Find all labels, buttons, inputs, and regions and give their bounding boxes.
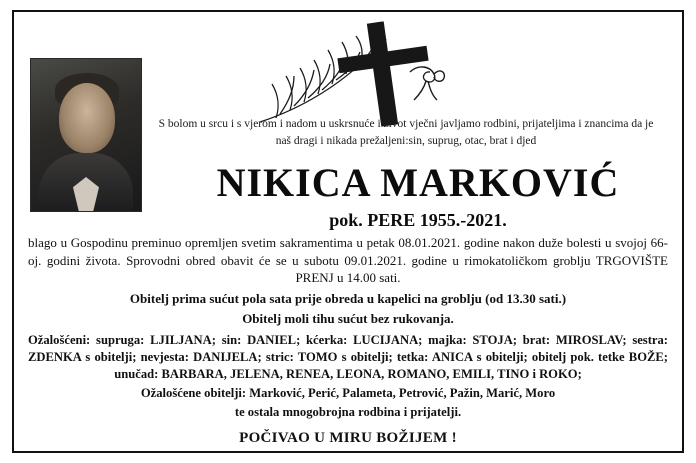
portrait-face <box>59 83 115 153</box>
mourners-line-3: te ostala mnogobrojna rodbina i prijatelji. <box>234 405 462 420</box>
deceased-name: NIKICA MARKOVIĆ <box>216 160 620 205</box>
ribbon-icon <box>404 62 448 102</box>
deceased-subname: pok. PERE 1955.-2021. <box>329 210 507 230</box>
main-paragraph: blago u Gospodinu preminuo opremljen svetim sakramentima u petak 08.01.2021. godine nakon duže bolesti u svojoj 66-oj. godini života. Sprovodni obred obavit će se u subotu 09.01.2021. godine u rimokatoličkom groblju TRGOVIŠTE PRENJ u 14.00 sati. <box>28 235 668 286</box>
name-block <box>14 162 682 231</box>
closing-line: POČIVAO U MIRU BOŽIJEM ! <box>239 430 457 447</box>
mourners-block <box>28 332 668 422</box>
lead-text: S bolom u srcu i s vjerom i nadom u uskrsnuće i život vječni javljamo rodbini, prijateljima i znancima da je naš dragi i nikada prežaljeni:sin, suprug, otac, brat i djed <box>158 118 654 147</box>
condolences-line: Obitelj prima sućut pola sata prije obreda u kapelici na groblju (od 13.30 sati.) <box>129 290 567 306</box>
quiet-condolences-line: Obitelj moli tihu sućut bez rukovanja. <box>242 311 454 327</box>
cross-vertical-beam <box>367 21 398 126</box>
lead-text-block <box>150 116 662 153</box>
body-block <box>28 234 668 447</box>
mourners-line-2: Ožalošćene obitelji: Marković, Perić, Palameta, Petrović, Pažin, Marić, Moro <box>140 386 556 401</box>
mourners-line-1: Ožalošćeni: supruga: LJILJANA; sin: DANIEL; kćerka: LUCIJANA; majka: STOJA; brat: MIROSLAV; sestra: ZDENKA s obitelji; nevjesta: DANIJELA; stric: TOMO s obitelji; tetka: ANICA s obitelji; obitelj pok. tetke BOŽE; unučad: BARBARA, JELENA, RENEA, LEONA, ROMANO, EMILI, TINO i ROKO; <box>28 332 668 381</box>
